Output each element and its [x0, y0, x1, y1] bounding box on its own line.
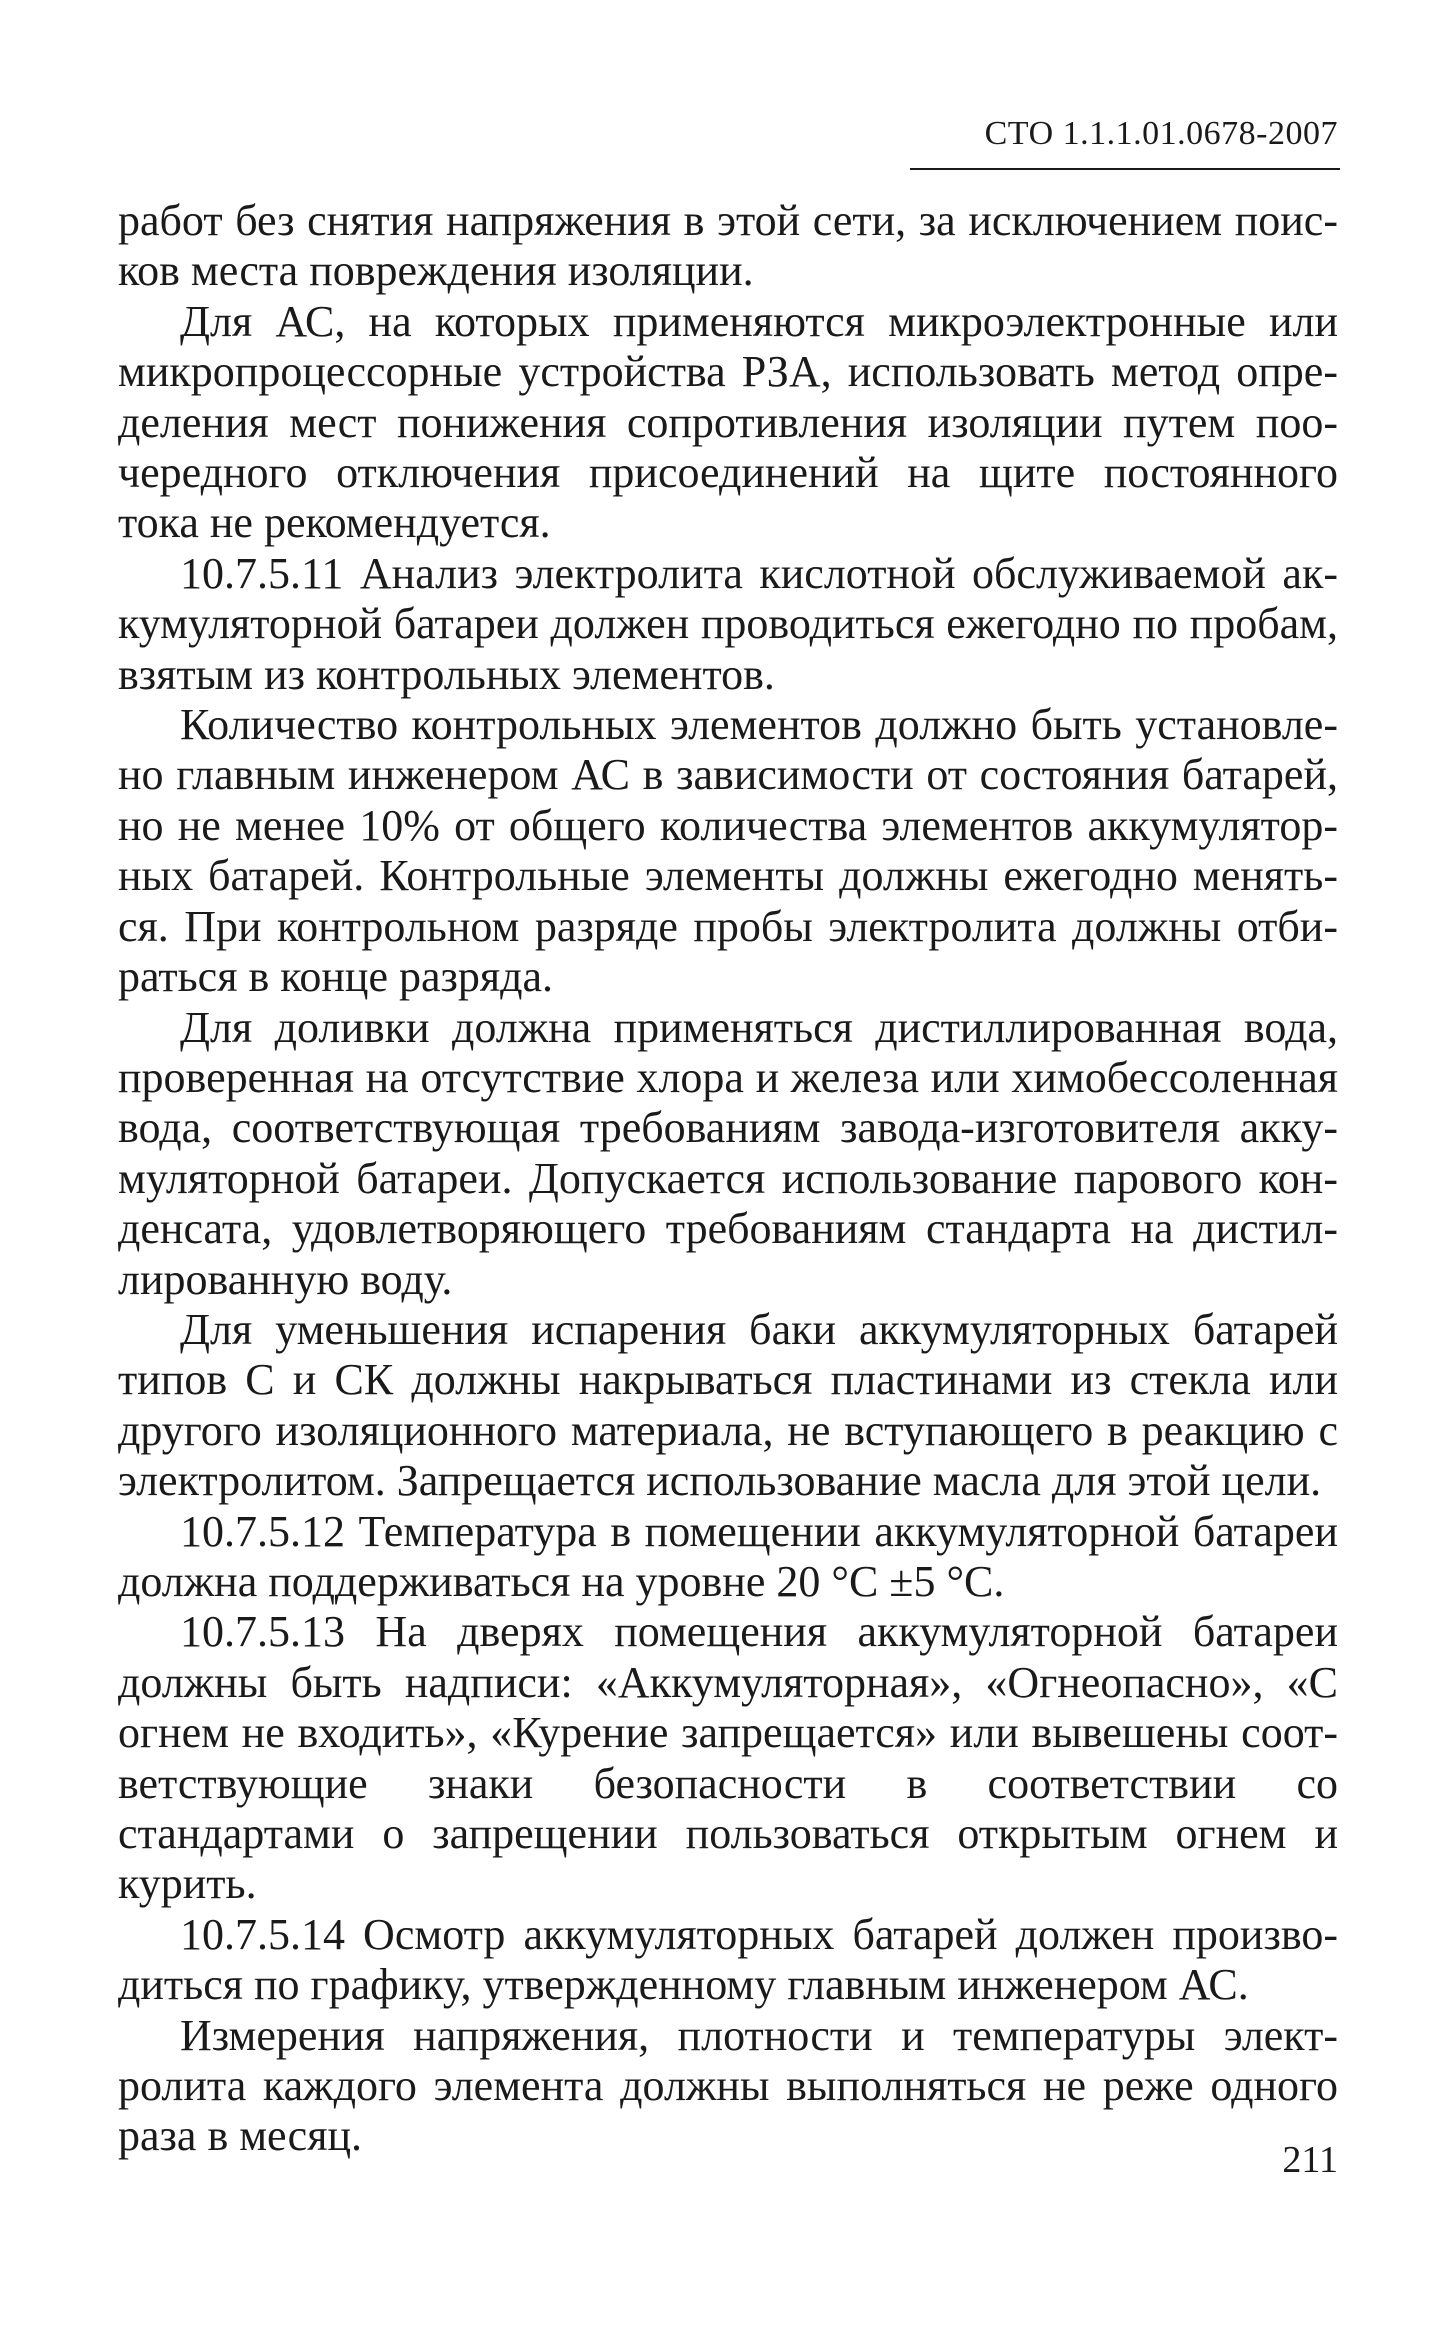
- document-code: СТО 1.1.1.01.0678-2007: [984, 115, 1338, 152]
- paragraph-measurements: Измерения напряжения, плотности и температуры электролита каждого элемента должны выполняться не реже одного раза в месяц.: [118, 2010, 1338, 2161]
- paragraph-control-elements: Количество контрольных элементов должно быть установлено главным инженером АС в зависимости от состояния батарей, но не менее 10% от общего количества элементов аккумуляторных батарей. Контрольные элементы должны ежегодно меняться. При контрольном разряде пробы электролита должны отбираться в конце разряда.: [118, 700, 1338, 1002]
- running-header: [910, 112, 1340, 170]
- paragraph-10-7-5-11: 10.7.5.11 Анализ электролита кислотной обслуживаемой аккумуляторной батареи должен проводиться ежегодно по пробам, взятым из контрольных элементов.: [118, 548, 1338, 699]
- paragraph-rza-insulation: Для АС, на которых применяются микроэлектронные или микропроцессорные устройства РЗА, использовать метод определения мест понижения сопротивления изоляции путем поочередного отключения присоединений на щите постоянного тока не рекомендуется.: [118, 296, 1338, 548]
- paragraph-10-7-5-12: 10.7.5.12 Температура в помещении аккумуляторной батареи должна поддерживаться на уровне 20 °С ±5 °С.: [118, 1506, 1338, 1606]
- body-text: [118, 196, 1338, 2162]
- paragraph-topping-water: Для доливки должна применяться дистиллированная вода, проверенная на отсутствие хлора и железа или химобессоленная вода, соответствующая требованиям завода-изготовителя аккумуляторной батареи. Допускается использование парового конденсата, удовлетворяющего требованиям стандарта на дистиллированную воду.: [118, 1002, 1338, 1304]
- page-number: 211: [1282, 2139, 1338, 2181]
- paragraph-10-7-5-13: 10.7.5.13 На дверях помещения аккумуляторной батареи должны быть надписи: «Аккумуляторная», «Огнеопасно», «С огнем не входить», «Курение запрещается» или вывешены соответствующие знаки безопасности в соответствии со стандартами о запрещении пользоваться открытым огнем и курить.: [118, 1607, 1338, 1909]
- paragraph-10-7-5-14: 10.7.5.14 Осмотр аккумуляторных батарей должен производиться по графику, утвержденному главным инженером АС.: [118, 1909, 1338, 2010]
- paragraph-evaporation: Для уменьшения испарения баки аккумуляторных батарей типов С и СК должны накрываться пластинами из стекла или другого изоляционного материала, не вступающего в реакцию с электролитом. Запрещается использование масла для этой цели.: [118, 1304, 1338, 1506]
- paragraph-continuation: работ без снятия напряжения в этой сети, за исключением поисков места повреждения изоляции.: [118, 196, 1338, 296]
